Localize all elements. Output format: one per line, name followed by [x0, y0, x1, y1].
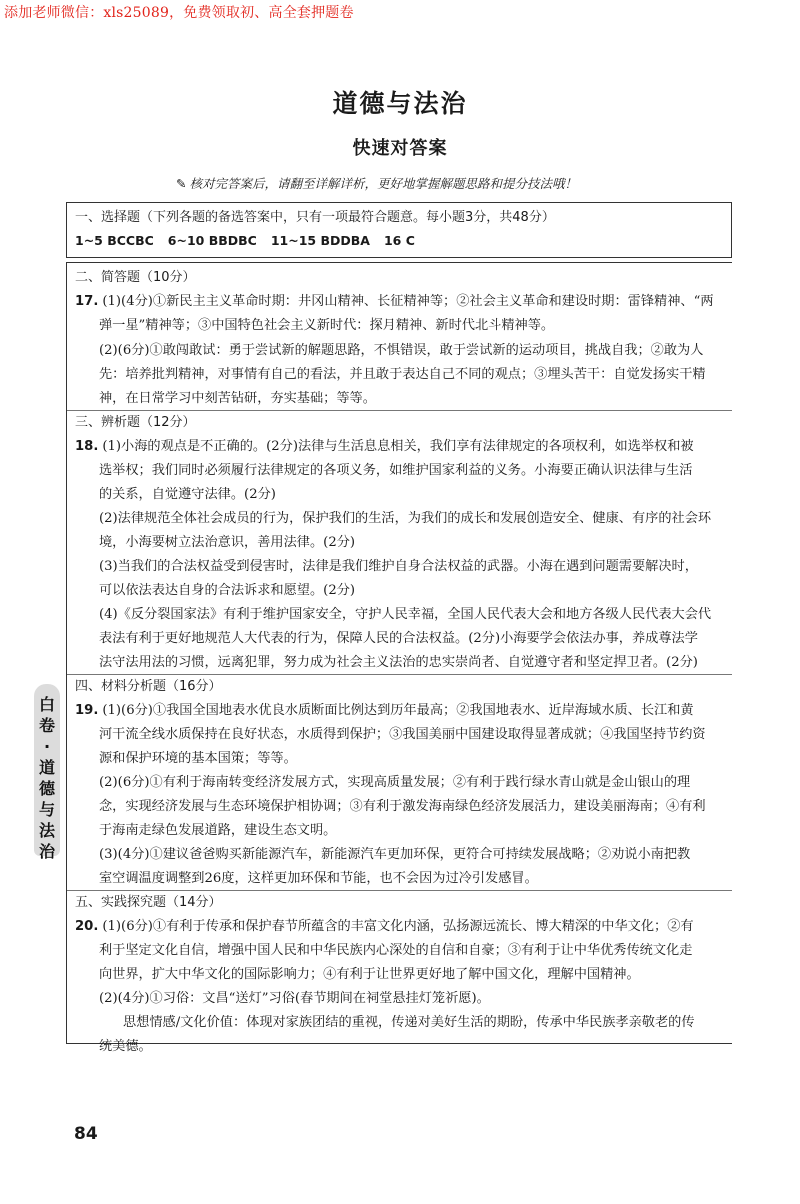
answer-box [66, 262, 732, 1054]
side-tab-char: 卷 [38, 716, 55, 735]
choice-answer-box [66, 202, 732, 258]
answer-text: (1)(4分)①新民主主义革命时期：井冈山精神、长征精神等；②社会主义革命和建设时期：雷锋精神、“两 [102, 294, 714, 309]
page-number: 84 [74, 1124, 98, 1144]
q18-number: 18. [75, 439, 99, 454]
section-divider [67, 410, 732, 411]
side-tab-char: 德 [38, 779, 55, 798]
answer-text: (1)小海的观点是不正确的。(2分)法律与生活息息相关，我们享有法律规定的各项权利，如选举权和被 [102, 439, 694, 454]
section-heading-practice: 五、实践探究题（14分） [75, 895, 222, 910]
pen-icon: ✎ [176, 176, 187, 191]
q19-part1-line2: 河干流全线水质保持在良好状态，水质得到保护；③我国美丽中国建设取得显著成就；④我国坚持节约资 [99, 727, 706, 742]
answer-text: (1)(6分)①有利于传承和保护春节所蕴含的丰富文化内涵，弘扬源远流长、博大精深的中华文化；②有 [102, 919, 694, 934]
instruction-note [176, 174, 577, 192]
q18-part4-line3: 法守法用法的习惯，远离犯罪，努力成为社会主义法治的忠实崇尚者、自觉遵守者和坚定捍卫者。(2分) [99, 655, 698, 670]
q17-part2-line2: 先：培养批判精神，对事情有自己的看法，并且敢于表达自己不同的观点；③埋头苦干：自觉发扬实干精 [99, 367, 706, 382]
q19-part2-line3: 于海南走绿色发展道路，建设生态文明。 [99, 823, 337, 838]
section-divider [67, 674, 732, 675]
q19-part3-line1: (3)(4分)①建议爸爸购买新能源汽车，新能源汽车更加环保，更符合可持续发展战略；②劝说小南把教 [99, 847, 691, 862]
q17-part2-line3: 神，在日常学习中刻苦钻研，夯实基础；等等。 [99, 391, 376, 406]
q19-part3-line2: 室空调温度调整到26度，这样更加环保和节能，也不会因为过冷引发感冒。 [99, 871, 538, 886]
watermark-text: 添加老师微信：xls25089，免费领取初、高全套押题卷 [4, 5, 354, 21]
q18-part3-line1: (3)当我们的合法权益受到侵害时，法律是我们维护自身合法权益的武器。小海在遇到问题需要解决时， [99, 559, 698, 574]
q20-part2-line3: 统美德。 [99, 1039, 152, 1054]
q17-part1-line2: 弹一星”精神等；③中国特色社会主义新时代：探月精神、新时代北斗精神等。 [99, 318, 555, 333]
side-tab-label [34, 694, 60, 862]
q20-number: 20. [75, 919, 99, 934]
q18-part1-line3: 的关系，自觉遵守法律。(2分) [99, 487, 276, 502]
q19-number: 19. [75, 703, 99, 718]
q19-part1-line3: 源和保护环境的基本国策；等等。 [99, 751, 297, 766]
choice-answers [75, 232, 429, 250]
q20-part2-line2: 思想情感/文化价值：体现对家族团结的重视，传递对美好生活的期盼，传承中华民族孝亲敬老的传 [123, 1015, 695, 1030]
q17-number: 17. [75, 294, 99, 309]
q20-part1-line3: 向世界，扩大中华文化的国际影响力；④有利于让世界更好地了解中国文化，理解中国精神。 [99, 967, 640, 982]
section-heading-short: 二、简答题（10分） [75, 270, 196, 285]
side-tab [34, 684, 60, 861]
q19-part1-line1 [75, 702, 694, 720]
q18-part4-line2: 表法有利于更好地规范人大代表的行为，保障人民的合法权益。(2分)小海要学会依法办事，养成尊法学 [99, 631, 698, 646]
side-tab-char: · [43, 737, 51, 756]
q18-part3-line2: 可以依法表达自身的合法诉求和愿望。(2分) [99, 583, 356, 598]
q19-part2-line1: (2)(6分)①有利于海南转变经济发展方式，实现高质量发展；②有利于践行绿水青山就是金山银山的理 [99, 775, 691, 790]
choice-answer-group: 1~5 BCCBC [75, 233, 154, 248]
side-tab-char: 白 [38, 695, 55, 714]
q20-part2-line1: (2)(4分)①习俗：文昌“送灯”习俗(春节期间在祠堂悬挂灯笼祈愿)。 [99, 991, 490, 1006]
q18-part4-line1: (4)《反分裂国家法》有利于维护国家安全，守护人民幸福，全国人民代表大会和地方各级人民代表大会代 [99, 607, 712, 622]
q18-part1-line2: 选举权；我们同时必须履行法律规定的各项义务，如维护国家利益的义务。小海要正确认识法律与生活 [99, 463, 693, 478]
answer-text: (1)(6分)①我国全国地表水优良水质断面比例达到历年最高；②我国地表水、近岸海域水质、长江和黄 [102, 703, 694, 718]
side-tab-char: 道 [38, 758, 55, 777]
choice-answer-group: 11~15 BDDBA [270, 233, 370, 248]
side-tab-char: 法 [38, 821, 55, 840]
choice-answer-group: 16 C [383, 233, 415, 248]
page-subtitle: 快速对答案 [352, 138, 448, 159]
side-tab-char: 治 [38, 842, 55, 861]
q19-part2-line2: 念，实现经济发展与生态环境保护相协调；③有利于激发海南绿色经济发展活力，建设美丽海南；④有利 [99, 799, 706, 814]
page-title: 道德与法治 [332, 89, 468, 118]
q18-part2-line1: (2)法律规范全体社会成员的行为，保护我们的生活，为我们的成长和发展创造安全、健康、有序的社会环 [99, 511, 712, 526]
q20-part1-line2: 利于坚定文化自信，增强中国人民和中华民族内心深处的自信和自豪；③有利于让中华优秀传统文化走 [99, 943, 693, 958]
section-divider [67, 890, 732, 891]
choice-answer-group: 6~10 BBDBC [167, 233, 257, 248]
q17-part1-line1 [75, 293, 714, 311]
q18-part2-line2: 境，小海要树立法治意识，善用法律。(2分) [99, 535, 356, 550]
section-heading-analysis: 三、辨析题（12分） [75, 415, 196, 430]
section-heading-material: 四、材料分析题（16分） [75, 679, 222, 694]
q20-part1-line1 [75, 918, 694, 936]
side-tab-char: 与 [38, 800, 55, 819]
choice-heading: 一、选择题（下列各题的备选答案中，只有一项最符合题意。每小题3分，共48分） [75, 210, 555, 225]
q18-part1-line1 [75, 438, 694, 456]
instruction-note-text: 核对完答案后，请翻至详解详析，更好地掌握解题思路和提分技法哦！ [189, 176, 577, 191]
q17-part2-line1: (2)(6分)①敢闯敢试：勇于尝试新的解题思路，不惧错误，敢于尝试新的运动项目，挑战自我；②敢为人 [99, 343, 704, 358]
